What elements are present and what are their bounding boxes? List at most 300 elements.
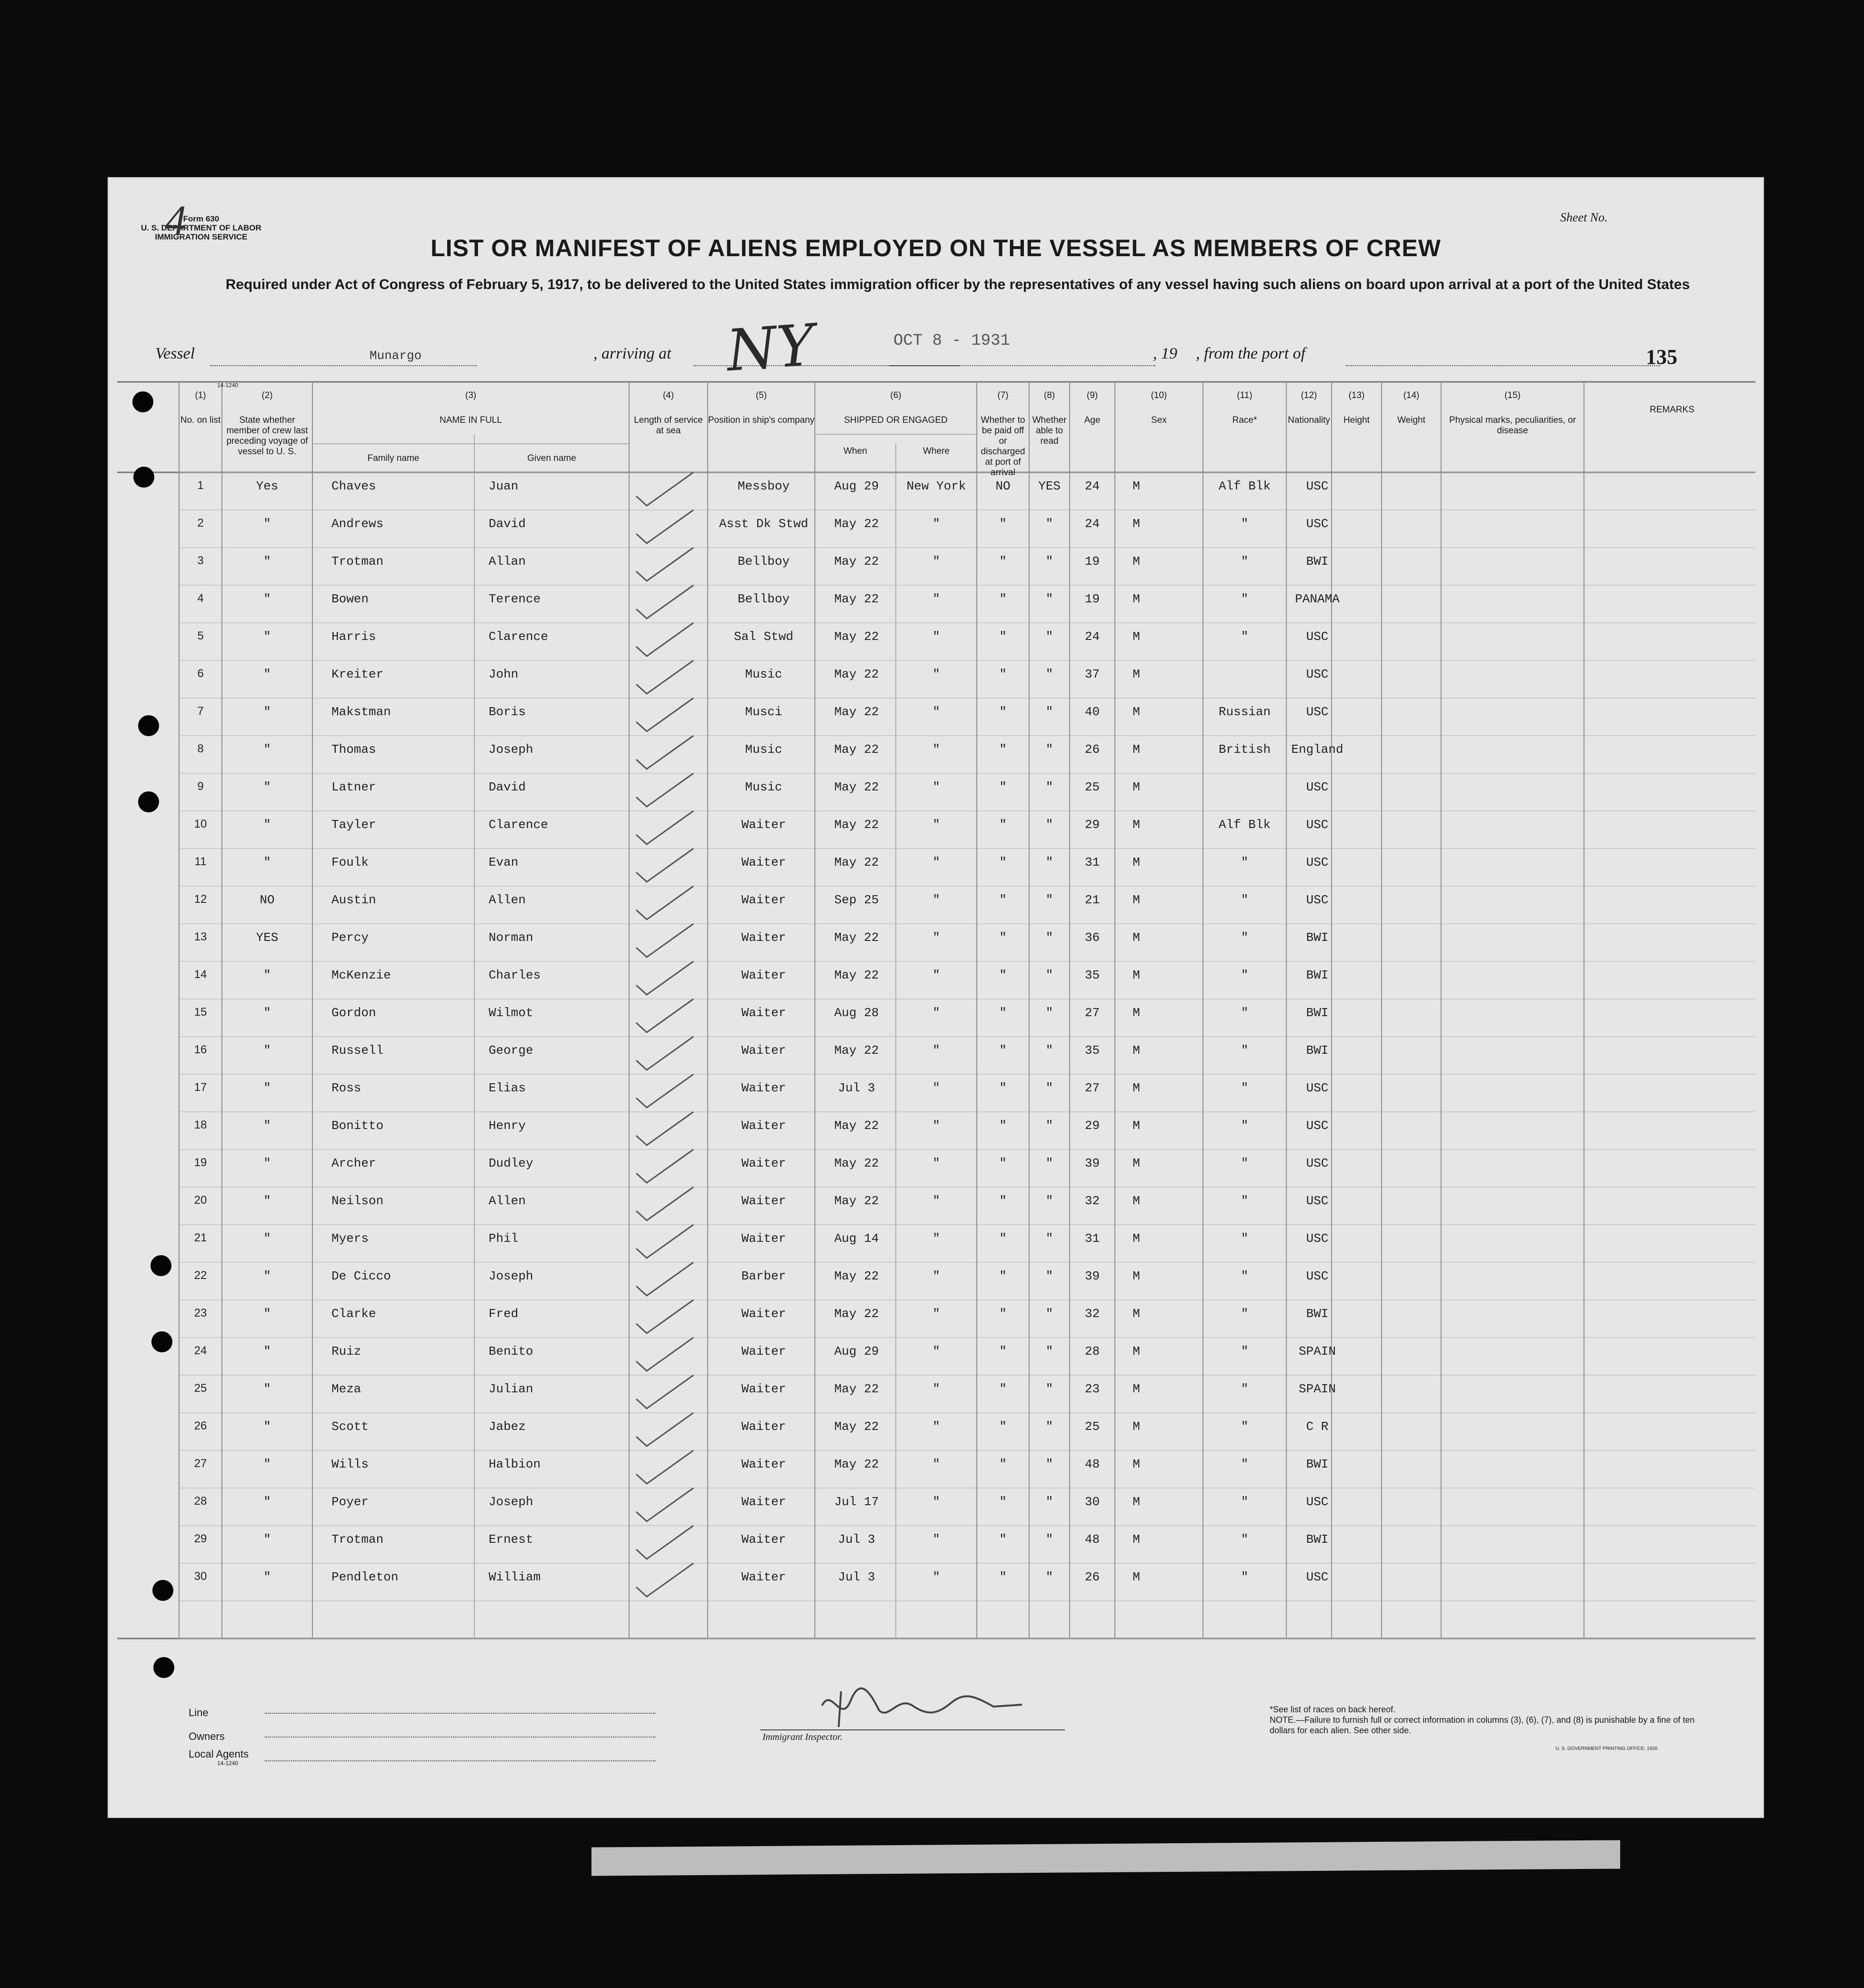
cell-sex: M bbox=[1132, 1156, 1140, 1170]
cell-where: " bbox=[932, 1081, 940, 1095]
cell-prev: Yes bbox=[256, 479, 279, 493]
arriving-port-handwritten: NY bbox=[724, 312, 817, 385]
cell-race: " bbox=[1241, 855, 1249, 869]
cell-family: Thomas bbox=[331, 742, 376, 757]
department-name: U. S. DEPARTMENT OF LABOR bbox=[141, 223, 261, 232]
cell-where: " bbox=[932, 893, 940, 907]
cell-sex: M bbox=[1132, 893, 1140, 907]
cell-age: 31 bbox=[1084, 855, 1100, 869]
cell-prev: " bbox=[263, 554, 271, 569]
cell-age: 37 bbox=[1084, 667, 1100, 681]
cell-read: " bbox=[1045, 1269, 1053, 1283]
cell-pos: Waiter bbox=[741, 930, 786, 945]
cell-read: " bbox=[1045, 667, 1053, 681]
cell-family: Trotman bbox=[331, 554, 384, 569]
cell-age: 39 bbox=[1084, 1269, 1100, 1283]
cell-read: " bbox=[1045, 1419, 1053, 1434]
cell-race: " bbox=[1241, 1156, 1249, 1170]
cell-race: " bbox=[1241, 1532, 1249, 1547]
column-label: Whether to be paid off or discharged at port of arrival bbox=[981, 415, 1025, 478]
cell-where: " bbox=[932, 818, 940, 832]
line-label: Line bbox=[189, 1707, 209, 1718]
cell-family: Trotman bbox=[331, 1532, 384, 1547]
cell-nat: USC bbox=[1306, 1081, 1329, 1095]
cell-age: 23 bbox=[1084, 1382, 1100, 1396]
footer-signature-block bbox=[189, 1701, 249, 1767]
cell-race: " bbox=[1241, 930, 1249, 945]
cell-prev: " bbox=[263, 629, 271, 644]
cell-prev: NO bbox=[260, 893, 275, 907]
cell-when: May 22 bbox=[834, 554, 879, 569]
cell-paid: " bbox=[999, 893, 1007, 907]
cell-pos: Waiter bbox=[741, 1081, 786, 1095]
agents-code: 14-1240 bbox=[217, 1760, 239, 1767]
cell-given: Fred bbox=[489, 1307, 519, 1321]
cell-race: " bbox=[1241, 1231, 1249, 1246]
cell-n: 4 bbox=[197, 592, 204, 605]
local-agents-label: Local Agents bbox=[189, 1748, 249, 1760]
cell-nat: BWI bbox=[1306, 1006, 1329, 1020]
cell-paid: " bbox=[999, 780, 1007, 794]
cell-read: " bbox=[1045, 592, 1053, 606]
cell-given: Henry bbox=[489, 1119, 526, 1133]
column-label: Age bbox=[1084, 415, 1101, 425]
column-header-11 bbox=[1203, 390, 1286, 426]
cell-when: Jul 3 bbox=[838, 1570, 875, 1584]
cell-read: " bbox=[1045, 893, 1053, 907]
cell-race: " bbox=[1241, 1457, 1249, 1471]
cell-family: Wills bbox=[331, 1457, 369, 1471]
cell-race: British bbox=[1218, 742, 1271, 757]
cell-nat: BWI bbox=[1306, 1307, 1329, 1321]
cell-n: 20 bbox=[194, 1194, 207, 1207]
cell-sex: M bbox=[1132, 1382, 1140, 1396]
cell-family: Scott bbox=[331, 1419, 369, 1434]
column-header-13 bbox=[1332, 390, 1382, 426]
column-label: Nationality bbox=[1288, 415, 1330, 425]
cell-race: " bbox=[1241, 629, 1249, 644]
cell-nat: SPAIN bbox=[1298, 1382, 1336, 1396]
cell-paid: " bbox=[999, 968, 1007, 982]
cell-n: 8 bbox=[197, 742, 204, 755]
cell-nat: BWI bbox=[1306, 930, 1329, 945]
page-number: 135 bbox=[1646, 345, 1677, 369]
cell-read: " bbox=[1045, 855, 1053, 869]
column-header-15 bbox=[1441, 390, 1584, 436]
cell-paid: " bbox=[999, 1156, 1007, 1170]
cell-where: " bbox=[932, 742, 940, 757]
cell-read: " bbox=[1045, 930, 1053, 945]
cell-pos: Asst Dk Stwd bbox=[719, 517, 809, 531]
cell-pos: Waiter bbox=[741, 1156, 786, 1170]
cell-given: Jabez bbox=[489, 1419, 526, 1434]
cell-paid: " bbox=[999, 1081, 1007, 1095]
cell-prev: " bbox=[263, 1382, 271, 1396]
cell-race: " bbox=[1241, 1194, 1249, 1208]
cell-given: Allen bbox=[489, 1194, 526, 1208]
cell-given: Boris bbox=[489, 705, 526, 719]
cell-paid: " bbox=[999, 855, 1007, 869]
subheader-family: Family name bbox=[367, 453, 420, 463]
binder-hole bbox=[138, 715, 159, 736]
cell-given: Joseph bbox=[489, 1269, 533, 1283]
vessel-label: Vessel bbox=[155, 345, 195, 362]
cell-prev: " bbox=[263, 1570, 271, 1584]
cell-paid: " bbox=[999, 1006, 1007, 1020]
cell-paid: " bbox=[999, 1495, 1007, 1509]
cell-n: 11 bbox=[194, 855, 207, 868]
cell-family: Ross bbox=[331, 1081, 361, 1095]
column-label: No. on list bbox=[180, 415, 221, 425]
cell-read: " bbox=[1045, 1081, 1053, 1095]
column-number: (3) bbox=[465, 390, 477, 400]
cell-when: May 22 bbox=[834, 1156, 879, 1170]
cell-when: May 22 bbox=[834, 742, 879, 757]
cell-paid: " bbox=[999, 930, 1007, 945]
cell-paid: " bbox=[999, 1043, 1007, 1058]
cell-pos: Waiter bbox=[741, 1457, 786, 1471]
cell-read: " bbox=[1045, 1570, 1053, 1584]
cell-where: " bbox=[932, 592, 940, 606]
cell-family: Neilson bbox=[331, 1194, 384, 1208]
cell-family: Ruiz bbox=[331, 1344, 361, 1359]
column-number: (15) bbox=[1504, 390, 1521, 400]
cell-age: 40 bbox=[1084, 705, 1100, 719]
cell-race: " bbox=[1241, 554, 1249, 569]
cell-prev: " bbox=[263, 1156, 271, 1170]
cell-nat: USC bbox=[1306, 1231, 1329, 1246]
footer-note bbox=[1270, 1704, 1698, 1736]
cell-paid: " bbox=[999, 517, 1007, 531]
cell-when: May 22 bbox=[834, 1419, 879, 1434]
cell-where: " bbox=[932, 1043, 940, 1058]
cell-nat: USC bbox=[1306, 1194, 1329, 1208]
cell-n: 12 bbox=[194, 893, 207, 906]
cell-prev: " bbox=[263, 1043, 271, 1058]
cell-prev: " bbox=[263, 1081, 271, 1095]
cell-when: May 22 bbox=[834, 517, 879, 531]
vessel-name: Munargo bbox=[370, 349, 422, 363]
cell-paid: " bbox=[999, 554, 1007, 569]
cell-given: Wilmot bbox=[489, 1006, 533, 1020]
column-number: (1) bbox=[195, 390, 206, 400]
column-label: State whether member of crew last preceding voyage of vessel to U. S. bbox=[226, 415, 308, 457]
cell-paid: " bbox=[999, 1119, 1007, 1133]
cell-paid: NO bbox=[995, 479, 1011, 493]
cell-race: Alf Blk bbox=[1218, 818, 1271, 832]
cell-given: Allen bbox=[489, 893, 526, 907]
cell-family: Harris bbox=[331, 629, 376, 644]
cell-paid: " bbox=[999, 1344, 1007, 1359]
cell-pos: Waiter bbox=[741, 968, 786, 982]
cell-where: " bbox=[932, 1495, 940, 1509]
arriving-label: , arriving at bbox=[593, 345, 671, 362]
cell-pos: Waiter bbox=[741, 893, 786, 907]
cell-where: " bbox=[932, 1457, 940, 1471]
cell-prev: " bbox=[263, 1457, 271, 1471]
binder-hole bbox=[150, 1255, 171, 1276]
date-stamp: OCT 8 - 1931 bbox=[893, 332, 1010, 350]
cell-nat: BWI bbox=[1306, 1457, 1329, 1471]
cell-age: 35 bbox=[1084, 1043, 1100, 1058]
cell-read: " bbox=[1045, 1156, 1053, 1170]
cell-given: Joseph bbox=[489, 1495, 533, 1509]
cell-age: 31 bbox=[1084, 1231, 1100, 1246]
cell-pos: Waiter bbox=[741, 1006, 786, 1020]
cell-family: Archer bbox=[331, 1156, 376, 1170]
cell-nat: USC bbox=[1306, 667, 1329, 681]
cell-age: 27 bbox=[1084, 1006, 1100, 1020]
cell-sex: M bbox=[1132, 705, 1140, 719]
cell-race: " bbox=[1241, 1419, 1249, 1434]
column-header-16 bbox=[1584, 390, 1760, 415]
cell-where: " bbox=[932, 1194, 940, 1208]
cell-sex: M bbox=[1132, 1570, 1140, 1584]
cell-sex: M bbox=[1132, 1119, 1140, 1133]
cell-prev: " bbox=[263, 855, 271, 869]
cell-race: " bbox=[1241, 1495, 1249, 1509]
cell-when: Sep 25 bbox=[834, 893, 879, 907]
cell-pos: Waiter bbox=[741, 1307, 786, 1321]
subheader-given: Given name bbox=[527, 453, 576, 463]
cell-age: 25 bbox=[1084, 780, 1100, 794]
cell-age: 24 bbox=[1084, 479, 1100, 493]
cell-sex: M bbox=[1132, 1532, 1140, 1547]
column-label: SHIPPED OR ENGAGED bbox=[844, 415, 948, 425]
column-number: (2) bbox=[261, 390, 273, 400]
penalty-note: NOTE.—Failure to furnish full or correct information in columns (3), (6), (7), and (8) is punishable by a fine of ten dollars for each alien. See other side. bbox=[1270, 1715, 1695, 1735]
cell-when: Jul 3 bbox=[838, 1081, 875, 1095]
column-header-5 bbox=[708, 390, 815, 426]
cell-nat: BWI bbox=[1306, 1532, 1329, 1547]
cell-sex: M bbox=[1132, 592, 1140, 606]
manifest-sheet bbox=[108, 177, 1764, 1818]
cell-sex: M bbox=[1132, 930, 1140, 945]
cell-read: " bbox=[1045, 1231, 1053, 1246]
cell-age: 19 bbox=[1084, 592, 1100, 606]
cell-given: Ernest bbox=[489, 1532, 533, 1547]
cell-nat: BWI bbox=[1306, 554, 1329, 569]
cell-given: George bbox=[489, 1043, 533, 1058]
cell-family: Pendleton bbox=[331, 1570, 399, 1584]
column-label: Whether able to read bbox=[1032, 415, 1067, 446]
cell-prev: " bbox=[263, 1231, 271, 1246]
cell-given: Clarence bbox=[489, 818, 548, 832]
subheader-when: When bbox=[843, 446, 867, 456]
cell-pos: Messboy bbox=[737, 479, 790, 493]
cell-where: " bbox=[932, 1156, 940, 1170]
cell-race: Alf Blk bbox=[1218, 479, 1271, 493]
cell-given: Charles bbox=[489, 968, 541, 982]
cell-family: Bonitto bbox=[331, 1119, 384, 1133]
cell-where: " bbox=[932, 1269, 940, 1283]
from-port-label: , from the port of bbox=[1196, 345, 1306, 362]
cell-when: May 22 bbox=[834, 705, 879, 719]
cell-given: Clarence bbox=[489, 629, 548, 644]
cell-paid: " bbox=[999, 705, 1007, 719]
service-name: IMMIGRATION SERVICE bbox=[155, 232, 248, 241]
cell-read: " bbox=[1045, 629, 1053, 644]
cell-race: " bbox=[1241, 1269, 1249, 1283]
cell-nat: PANAMA bbox=[1295, 592, 1340, 606]
underlying-sheet-edge bbox=[591, 1840, 1620, 1876]
cell-nat: USC bbox=[1306, 780, 1329, 794]
races-note: *See list of races on back hereof. bbox=[1270, 1705, 1396, 1714]
cell-prev: " bbox=[263, 705, 271, 719]
cell-sex: M bbox=[1132, 629, 1140, 644]
cell-n: 28 bbox=[194, 1495, 207, 1508]
column-header-9 bbox=[1070, 390, 1115, 426]
page-subtitle: Required under Act of Congress of February 5, 1917, to be delivered to the United States immigration officer by the representatives of any vessel having such aliens on board upon arrival at a port of the United States bbox=[225, 277, 1690, 292]
cell-race: " bbox=[1241, 1043, 1249, 1058]
cell-race: Russian bbox=[1218, 705, 1271, 719]
column-number: (11) bbox=[1237, 390, 1253, 400]
cell-nat: C R bbox=[1306, 1419, 1329, 1434]
subheader-where: Where bbox=[923, 446, 950, 456]
cell-age: 26 bbox=[1084, 742, 1100, 757]
cell-read: " bbox=[1045, 968, 1053, 982]
cell-age: 25 bbox=[1084, 1419, 1100, 1434]
cell-race: " bbox=[1241, 1307, 1249, 1321]
cell-where: " bbox=[932, 517, 940, 531]
cell-when: May 22 bbox=[834, 1457, 879, 1471]
cell-sex: M bbox=[1132, 554, 1140, 569]
cell-pos: Waiter bbox=[741, 1231, 786, 1246]
column-header-3 bbox=[312, 390, 629, 426]
cell-when: May 22 bbox=[834, 818, 879, 832]
cell-n: 6 bbox=[197, 667, 204, 680]
cell-where: " bbox=[932, 1344, 940, 1359]
cell-prev: " bbox=[263, 667, 271, 681]
cell-where: " bbox=[932, 780, 940, 794]
column-label: Sex bbox=[1151, 415, 1167, 425]
cell-prev: " bbox=[263, 780, 271, 794]
cell-family: Clarke bbox=[331, 1307, 376, 1321]
cell-given: Elias bbox=[489, 1081, 526, 1095]
cell-paid: " bbox=[999, 1307, 1007, 1321]
column-number: (7) bbox=[997, 390, 1009, 400]
cell-family: Andrews bbox=[331, 517, 384, 531]
cell-family: Tayler bbox=[331, 818, 376, 832]
column-header-14 bbox=[1382, 390, 1441, 426]
cell-n: 10 bbox=[194, 818, 207, 830]
cell-family: Russell bbox=[331, 1043, 384, 1058]
cell-family: Myers bbox=[331, 1231, 369, 1246]
cell-prev: " bbox=[263, 1307, 271, 1321]
cell-read: " bbox=[1045, 554, 1053, 569]
cell-prev: " bbox=[263, 968, 271, 982]
cell-where: " bbox=[932, 1570, 940, 1584]
cell-when: May 22 bbox=[834, 1043, 879, 1058]
cell-nat: USC bbox=[1306, 818, 1329, 832]
cell-nat: USC bbox=[1306, 705, 1329, 719]
cell-where: " bbox=[932, 1419, 940, 1434]
cell-paid: " bbox=[999, 1194, 1007, 1208]
cell-read: " bbox=[1045, 1532, 1053, 1547]
cell-pos: Waiter bbox=[741, 855, 786, 869]
cell-when: May 22 bbox=[834, 780, 879, 794]
year-label: , 19 bbox=[1153, 345, 1177, 362]
cell-age: 39 bbox=[1084, 1156, 1100, 1170]
cell-nat: USC bbox=[1306, 855, 1329, 869]
cell-read: " bbox=[1045, 1344, 1053, 1359]
cell-n: 30 bbox=[194, 1570, 207, 1583]
cell-where: " bbox=[932, 1532, 940, 1547]
cell-given: Allan bbox=[489, 554, 526, 569]
cell-read: " bbox=[1045, 1006, 1053, 1020]
cell-sex: M bbox=[1132, 780, 1140, 794]
cell-age: 27 bbox=[1084, 1081, 1100, 1095]
column-label: NAME IN FULL bbox=[440, 415, 502, 425]
cell-prev: " bbox=[263, 1194, 271, 1208]
cell-age: 26 bbox=[1084, 1570, 1100, 1584]
column-header-12 bbox=[1286, 390, 1332, 426]
column-number: (12) bbox=[1301, 390, 1317, 400]
cell-sex: M bbox=[1132, 1419, 1140, 1434]
cell-given: Terence bbox=[489, 592, 541, 606]
cell-prev: " bbox=[263, 1006, 271, 1020]
cell-nat: SPAIN bbox=[1298, 1344, 1336, 1359]
cell-when: May 22 bbox=[834, 968, 879, 982]
cell-sex: M bbox=[1132, 1344, 1140, 1359]
cell-nat: USC bbox=[1306, 1119, 1329, 1133]
cell-paid: " bbox=[999, 818, 1007, 832]
cell-when: May 22 bbox=[834, 855, 879, 869]
cell-sex: M bbox=[1132, 1269, 1140, 1283]
cell-read: " bbox=[1045, 780, 1053, 794]
cell-when: Jul 17 bbox=[834, 1495, 879, 1509]
cell-n: 19 bbox=[194, 1156, 207, 1169]
cell-age: 30 bbox=[1084, 1495, 1100, 1509]
cell-family: Bowen bbox=[331, 592, 369, 606]
cell-pos: Music bbox=[745, 742, 782, 757]
cell-sex: M bbox=[1132, 667, 1140, 681]
cell-race: " bbox=[1241, 1081, 1249, 1095]
binder-hole bbox=[153, 1657, 174, 1678]
cell-n: 9 bbox=[197, 780, 204, 793]
cell-pos: Waiter bbox=[741, 1043, 786, 1058]
cell-family: Foulk bbox=[331, 855, 369, 869]
cell-sex: M bbox=[1132, 1081, 1140, 1095]
cell-pos: Sal Stwd bbox=[734, 629, 793, 644]
cell-given: Benito bbox=[489, 1344, 533, 1359]
cell-nat: USC bbox=[1306, 629, 1329, 644]
cell-when: May 22 bbox=[834, 1194, 879, 1208]
cell-when: May 22 bbox=[834, 629, 879, 644]
cell-given: Evan bbox=[489, 855, 519, 869]
cell-age: 48 bbox=[1084, 1457, 1100, 1471]
cell-nat: USC bbox=[1306, 1495, 1329, 1509]
cell-prev: " bbox=[263, 1495, 271, 1509]
cell-pos: Waiter bbox=[741, 1495, 786, 1509]
cell-paid: " bbox=[999, 742, 1007, 757]
cell-pos: Waiter bbox=[741, 1382, 786, 1396]
cell-paid: " bbox=[999, 1382, 1007, 1396]
cell-sex: M bbox=[1132, 1006, 1140, 1020]
form-number: Form 630 bbox=[183, 214, 220, 223]
cell-when: May 22 bbox=[834, 1382, 879, 1396]
cell-sex: M bbox=[1132, 968, 1140, 982]
column-label: Physical marks, peculiarities, or disease bbox=[1449, 415, 1576, 436]
cell-n: 23 bbox=[194, 1307, 207, 1319]
cell-age: 19 bbox=[1084, 554, 1100, 569]
cell-age: 24 bbox=[1084, 629, 1100, 644]
cell-where: " bbox=[932, 554, 940, 569]
small-form-code: 14-1240 bbox=[217, 382, 239, 389]
cell-sex: M bbox=[1132, 855, 1140, 869]
cell-prev: " bbox=[263, 517, 271, 531]
corner-handwritten-mark: 4 bbox=[165, 197, 186, 244]
